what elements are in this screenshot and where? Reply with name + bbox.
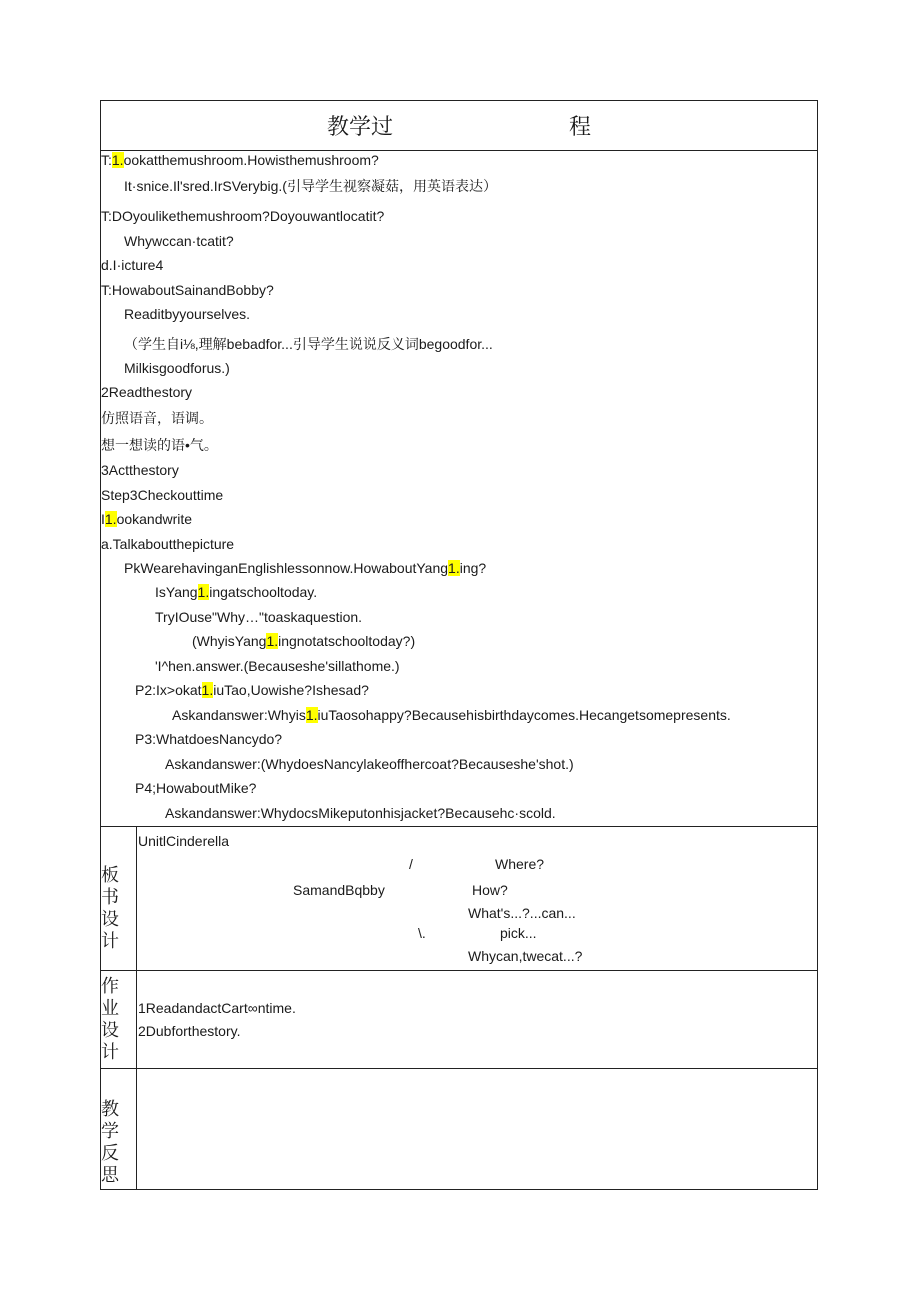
homework-item: 2Dubforthestory. (138, 1023, 241, 1039)
process-line: （学生自i⅛,理解bebadfor...引导学生说说反义词begoodfor... (124, 336, 493, 352)
board-pick: pick... (500, 925, 537, 941)
process-line: T:DOyoulikethemushroom?Doyouwantlocatit? (101, 208, 385, 224)
process-line: P2:Ix>okat1.iuTao,Uowishe?Ishesad? (135, 682, 369, 698)
process-line: IsYang1.ingatschooltoday. (155, 584, 318, 600)
board-where: Where? (495, 856, 545, 872)
process-line: Step3Checkouttime (101, 487, 224, 503)
divider-reflection (100, 1068, 818, 1069)
teaching-reflection-label: 教 学 反 思 (101, 1099, 119, 1185)
board-names: SamandBqbby (293, 882, 385, 898)
process-line: d.I·icture4 (101, 257, 164, 273)
label-column-divider (136, 826, 137, 1190)
process-line: Readitbyyourselves. (124, 306, 251, 322)
process-line: Askandanswer:(WhydoesNancylakeoffhercoat?Becauseshe'shot.) (165, 756, 574, 772)
process-line: 想一想读的语•气。 (101, 437, 218, 453)
homework-design-label: 作 业 设 计 (101, 976, 119, 1062)
board-design-label: 板 书 设 计 (101, 865, 119, 951)
process-line: It·snice.Il'sred.IrSVerybig.(引导学生视察凝菇，用英语表达） (124, 178, 497, 194)
process-line: Askandanswer:WhydocsMikeputonhisjacket?Becausehc·scold. (165, 805, 556, 821)
process-line: (WhyisYang1.ingnotatschooltoday?) (192, 633, 416, 649)
process-line: P3:WhatdoesNancydo? (135, 731, 283, 747)
process-line: 2Readthestory (101, 384, 193, 400)
board-how: How? (472, 882, 508, 898)
process-line: T:HowaboutSainandBobby? (101, 282, 274, 298)
process-line: TryIOuse"Why…"toaskaquestion. (155, 609, 363, 625)
homework-item: 1ReadandactCart∞ntime. (138, 1000, 296, 1016)
process-line: P4;HowaboutMike? (135, 780, 257, 796)
board-whycan: Whycan,twecat...? (468, 948, 583, 964)
board-whats: What's...?...can... (468, 905, 576, 921)
process-line: Whywccan·tcatit? (124, 233, 234, 249)
process-line: a.Talkaboutthepicture (101, 536, 235, 552)
divider-homework (100, 970, 818, 971)
board-title: UnitlCinderella (138, 833, 230, 849)
board-slash: / (409, 856, 413, 872)
process-line: 'I^hen.answer.(Becauseshe'sillathome.) (155, 658, 400, 674)
process-line: I1.ookandwrite (101, 511, 193, 527)
process-line: 3Actthestory (101, 462, 179, 478)
process-line: 仿照语音，语调。 (101, 410, 213, 426)
header-title-right: 程 (569, 114, 592, 139)
process-line: T:1.ookatthemushroom.Howisthemushroom? (101, 152, 379, 168)
board-backslash: \. (418, 925, 426, 941)
process-line: Askandanswer:Whyis1.iuTaosohappy?Becausehisbirthdaycomes.Hecangetsomepresents. (172, 707, 731, 723)
header-title-left: 教学过 (327, 114, 394, 139)
divider-board (100, 826, 818, 827)
process-line: Milkisgoodforus.) (124, 360, 230, 376)
process-line: PkWearehavinganEnglishlessonnow.HowaboutYang1.ing? (124, 560, 487, 576)
